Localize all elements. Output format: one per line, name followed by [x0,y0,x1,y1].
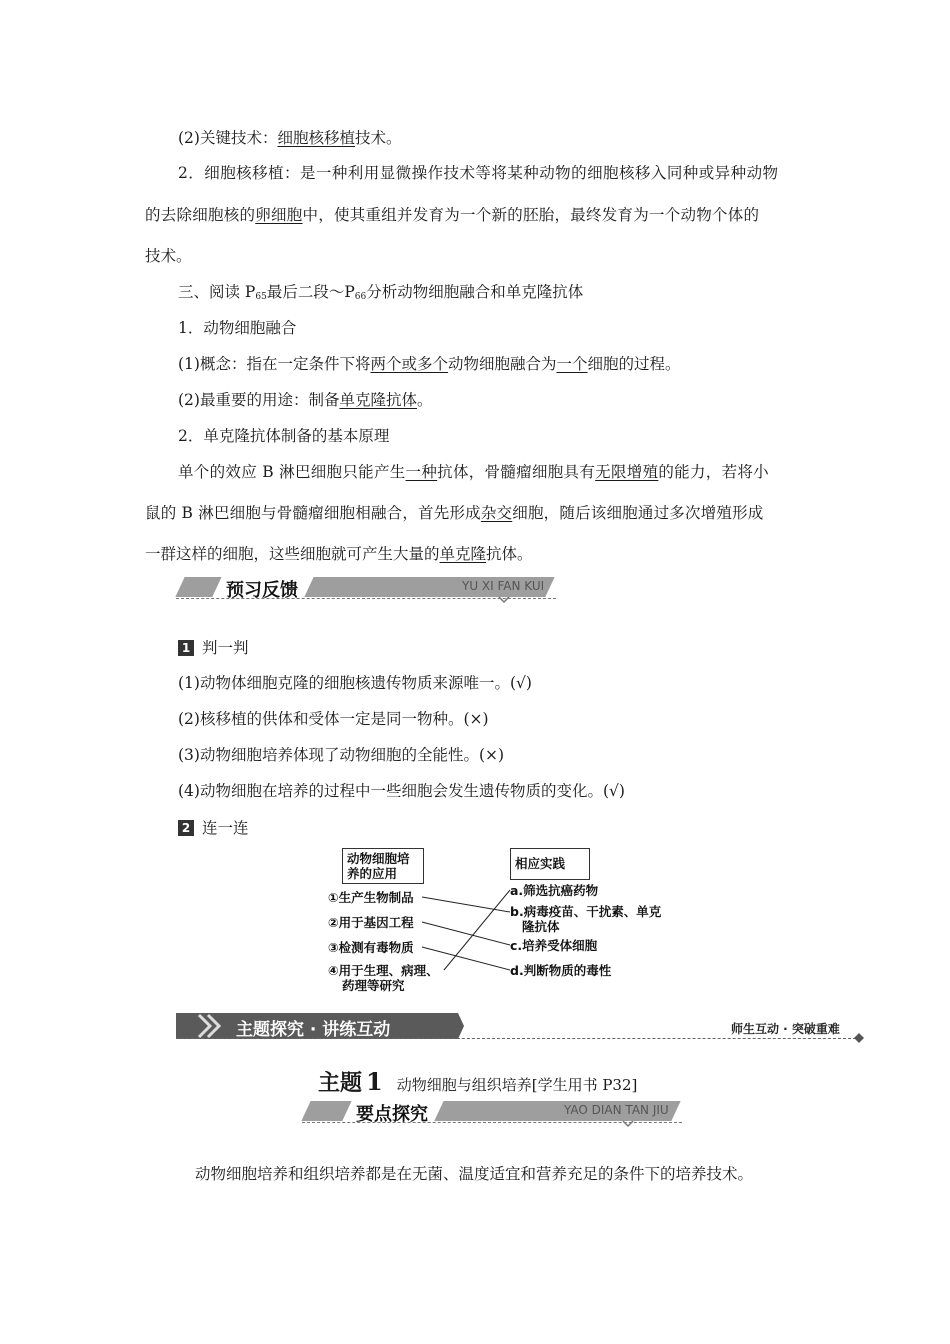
text: 最后二段～P [266,283,355,301]
page-sub: 66 [354,292,367,302]
text: 细胞的过程。 [587,355,681,373]
text: 的能力，若将小 [658,463,769,481]
main-banner-dash [176,1038,856,1039]
banner-subtitle: YU XI FAN KUI [462,579,545,593]
left-header-line: 动物细胞培 [347,851,410,866]
exercise1-title [178,638,249,658]
text: 中，使其重组并发育为一个新的胚胎，最终发育为一个动物个体的 [302,206,760,224]
text: (2)关键技术： [178,129,278,147]
text: 三、阅读 P [178,283,256,301]
main-banner-right: 师生互动 · 突破重难 [731,1022,840,1036]
banner-title-text: 要点探究 [356,1104,428,1125]
left-item: 药理等研究 [342,978,405,993]
topic-number: 1 [366,1067,383,1096]
right-item: c.培养受体细胞 [510,938,598,953]
exercise1-item: (1)动物体细胞克隆的细胞核遗传物质来源唯一。(√) [178,674,532,692]
page-sub: 65 [255,292,267,302]
banner-title-text: 预习反馈 [226,580,298,601]
chevron-down-icon [498,596,510,604]
underlined-answer: 单克隆抗体 [339,391,417,409]
exercise-title-text: 判一判 [202,639,249,657]
topic-text: 动物细胞与组织培养[学生用书 P32] [396,1076,638,1094]
underlined-answer: 卵细胞 [255,206,303,224]
exercise1-item: (4)动物细胞在培养的过程中一些细胞会发生遗传物质的变化。(√) [178,782,625,800]
underlined-answer: 两个或多个 [370,355,448,373]
text: 抗体，骨髓瘤细胞具有 [437,463,596,481]
exercise1-item: (2)核移植的供体和受体一定是同一物种。(×) [178,710,489,728]
text: 抗体。 [486,545,533,563]
exercise-title-text: 连一连 [202,819,249,837]
text: 细胞，随后该细胞通过多次增殖形成 [512,504,764,522]
main-banner-title: 主题探究 · 讲练互动 [236,1020,391,1040]
text: 分析动物细胞融合和单克隆抗体 [366,283,584,301]
underlined-answer: 细胞核移植 [277,129,355,147]
banner-preview-feedback [176,574,558,600]
match-line [422,947,510,970]
underlined-answer: 杂交 [480,504,513,522]
para-key-technique [178,128,402,148]
para-monoclonal-3 [145,544,533,564]
para-monoclonal-1 [178,462,769,482]
subheading-monoclonal: 2．单克隆抗体制备的基本原理 [178,427,390,445]
right-header-text: 相应实践 [515,856,566,871]
matching-diagram [320,848,660,993]
last-paragraph: 动物细胞培养和组织培养都是在无菌、温度适宜和营养充足的条件下的培养技术。 [195,1165,754,1183]
subheading-cell-fusion: 1．动物细胞融合 [178,319,297,337]
topic-title [318,1066,637,1097]
main-section-banner [176,1013,866,1041]
exercise1-item: (3)动物细胞培养体现了动物细胞的全能性。(×) [178,746,505,764]
banner-subtitle: YAO DIAN TAN JIU [564,1103,669,1117]
para-nuclear-transfer-1: 2．细胞核移植：是一种利用显微操作技术等将某种动物的细胞核移入同种或异种动物 [178,164,779,182]
diamond-icon [854,1033,864,1043]
para-fusion-concept [178,354,681,374]
number-badge: 2 [178,820,194,836]
double-chevron-icon [196,1013,226,1039]
exercise2-title [178,818,249,838]
right-item: 隆抗体 [522,919,560,934]
text: 技术。 [354,129,402,147]
right-item: d.判断物质的毒性 [510,963,612,978]
left-item: ④用于生理、病理、 [328,963,439,978]
text: 。 [416,391,433,409]
para-nuclear-transfer-2 [145,205,759,225]
number-badge: 1 [178,640,194,656]
text: 单个的效应 B 淋巴细胞只能产生 [178,463,406,481]
para-fusion-use [178,390,433,410]
chevron-down-icon [622,1120,634,1128]
left-item: ①生产生物制品 [328,890,414,905]
match-line [422,922,510,945]
underlined-answer: 无限增殖 [595,463,659,481]
match-line [422,897,510,912]
section-heading-3 [178,282,583,307]
para-monoclonal-2 [145,503,763,523]
underlined-answer: 单克隆 [439,545,487,563]
left-item: ③检测有毒物质 [328,940,414,955]
para-nuclear-transfer-3: 技术。 [145,247,192,265]
topic-label: 主题 [318,1071,363,1096]
text: (1)概念：指在一定条件下将 [178,355,371,373]
right-item: a.筛选抗癌药物 [510,883,599,898]
text: 一群这样的细胞，这些细胞就可产生大量的 [145,545,440,563]
banner-key-points [302,1098,684,1124]
underlined-answer: 一种 [405,463,438,481]
left-item: ②用于基因工程 [328,915,414,930]
left-header-line: 养的应用 [347,866,398,881]
text: 鼠的 B 淋巴细胞与骨髓瘤细胞相融合，首先形成 [145,504,481,522]
text: (2)最重要的用途：制备 [178,391,340,409]
text: 动物细胞融合为 [447,355,557,373]
underlined-answer: 一个 [556,355,588,373]
matching-lines [320,848,660,993]
right-item: b.病毒疫苗、干扰素、单克 [510,904,662,919]
text: 的去除细胞核的 [145,206,256,224]
